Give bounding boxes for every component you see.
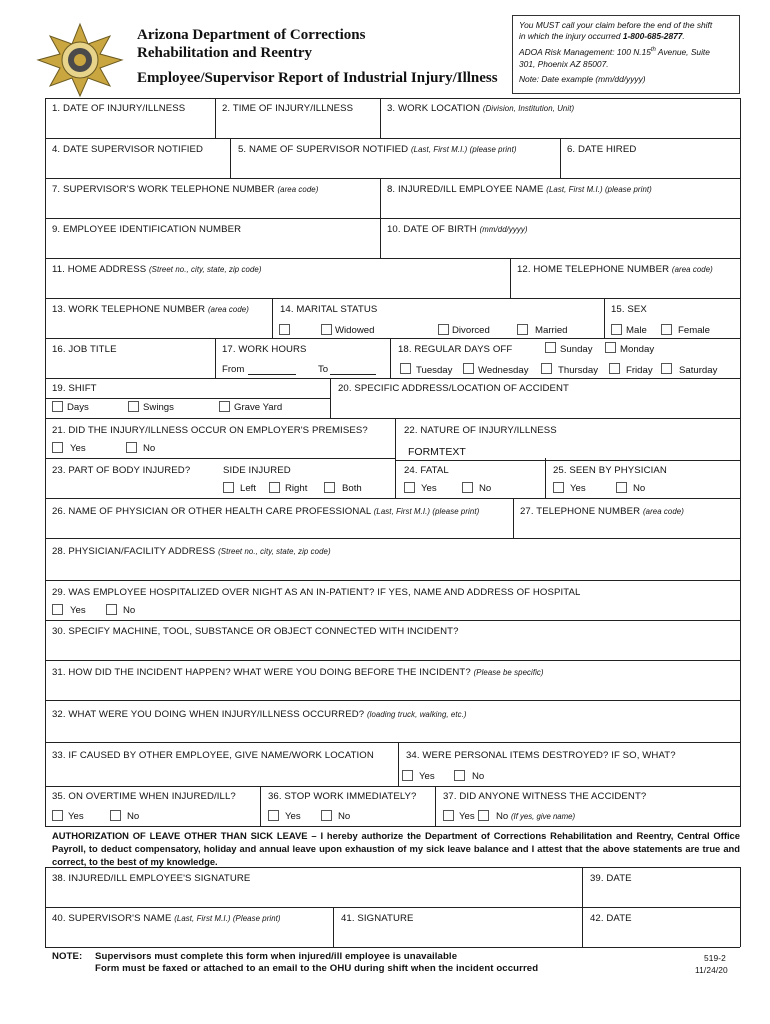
items-destroyed-no-checkbox[interactable] <box>454 770 465 781</box>
field-25-label: 25. SEEN BY PHYSICIAN <box>553 465 667 476</box>
day-off-sunday-checkbox[interactable] <box>545 342 556 353</box>
marital-married-label: Married <box>535 325 568 336</box>
work-hours-from-label: From <box>222 364 245 375</box>
date-format-note: Note: Date example (mm/dd/yyyy) <box>519 74 646 84</box>
side-both-checkbox[interactable] <box>324 482 335 493</box>
date-of-birth-input[interactable] <box>381 236 739 257</box>
field-16-label: 16. JOB TITLE <box>52 344 117 355</box>
field-6-label: 6. DATE HIRED <box>567 144 637 155</box>
shift-swings-checkbox[interactable] <box>128 401 139 412</box>
other-employee-input[interactable] <box>46 762 397 785</box>
sex-female-checkbox[interactable] <box>661 324 672 335</box>
employee-name-input[interactable] <box>381 196 739 217</box>
witness-no-label: No (If yes, give name) <box>496 811 576 822</box>
overtime-yes-checkbox[interactable] <box>52 810 63 821</box>
physician-name-input[interactable] <box>46 518 512 537</box>
premises-yes-label: Yes <box>70 443 86 454</box>
agency-subname: Rehabilitation and Reentry <box>137 45 313 61</box>
fatal-no-label: No <box>479 483 492 494</box>
marital-married-checkbox[interactable] <box>517 324 528 335</box>
shift-days-checkbox[interactable] <box>52 401 63 412</box>
day-off-friday-label: Friday <box>626 365 653 376</box>
day-off-saturday-checkbox[interactable] <box>661 363 672 374</box>
job-title-input[interactable] <box>46 356 214 377</box>
employee-id-input[interactable] <box>46 236 379 257</box>
side-left-label: Left <box>240 483 257 494</box>
field-36-label: 36. STOP WORK IMMEDIATELY? <box>268 791 417 802</box>
field-17-label: 17. WORK HOURS <box>222 344 307 355</box>
field-38-label: 38. INJURED/ILL EMPLOYEE'S SIGNATURE <box>52 873 251 884</box>
day-off-wednesday-label: Wednesday <box>478 365 529 376</box>
physician-no-checkbox[interactable] <box>616 482 627 493</box>
notice-box <box>512 15 740 94</box>
notice-line1: You MUST call your claim before the end of the shift <box>519 20 713 30</box>
field-40-label: 40. SUPERVISOR'S NAME (Last, First M.I.) (Please print) <box>52 913 281 924</box>
employee-sign-date-input[interactable] <box>583 885 739 906</box>
footer-note-line2: Form must be faxed or attached to an email to the OHU during shift when the incident occurred <box>95 963 539 974</box>
supervisor-name-input[interactable] <box>231 156 559 177</box>
form-number: 519-2 <box>704 953 726 963</box>
shift-graveyard-label: Grave Yard <box>234 402 283 413</box>
items-destroyed-yes-checkbox[interactable] <box>402 770 413 781</box>
physician-yes-label: Yes <box>570 483 586 494</box>
side-right-label: Right <box>285 483 308 494</box>
field-31-label: 31. HOW DID THE INCIDENT HAPPEN? WHAT WERE YOU DOING BEFORE THE INCIDENT? (Please be specific) <box>52 667 544 678</box>
form-revision-date: 11/24/20 <box>695 965 728 975</box>
field-19-label: 19. SHIFT <box>52 383 97 394</box>
field-8-label: 8. INJURED/ILL EMPLOYEE NAME (Last, First M.I.) (please print) <box>387 184 652 195</box>
stop-work-no-checkbox[interactable] <box>321 810 332 821</box>
employee-signature-input[interactable] <box>46 885 581 906</box>
premises-yes-checkbox[interactable] <box>52 442 63 453</box>
physician-address-input[interactable] <box>46 558 739 579</box>
accident-location-input[interactable] <box>331 396 739 417</box>
home-phone-input[interactable] <box>511 276 739 297</box>
side-injured-label: SIDE INJURED <box>223 465 291 476</box>
field-28-label: 28. PHYSICIAN/FACILITY ADDRESS (Street no., city, state, zip code) <box>52 546 331 557</box>
day-off-sunday-label: Sunday <box>560 344 593 355</box>
field-33-label: 33. IF CAUSED BY OTHER EMPLOYEE, GIVE NAME/WORK LOCATION <box>52 750 374 761</box>
notice-line2: in which the injury occurred 1-800-685-2877. <box>519 31 685 41</box>
supervisor-sign-date-input[interactable] <box>583 925 739 946</box>
day-off-friday-checkbox[interactable] <box>609 363 620 374</box>
field-20-label: 20. SPECIFIC ADDRESS/LOCATION OF ACCIDENT <box>338 383 570 394</box>
premises-no-checkbox[interactable] <box>126 442 137 453</box>
day-off-monday-label: Monday <box>620 344 655 355</box>
field-5-label: 5. NAME OF SUPERVISOR NOTIFIED (Last, First M.I.) (please print) <box>238 144 517 155</box>
fatal-yes-label: Yes <box>421 483 437 494</box>
field-10-label: 10. DATE OF BIRTH (mm/dd/yyyy) <box>387 224 528 235</box>
work-hours-from-input[interactable] <box>248 374 296 375</box>
field-29-label: 29. WAS EMPLOYEE HOSPITALIZED OVER NIGHT AS AN IN-PATIENT? IF YES, NAME AND ADDRESS OF HOSPITAL <box>52 587 581 598</box>
side-left-checkbox[interactable] <box>223 482 234 493</box>
field-7-label: 7. SUPERVISOR'S WORK TELEPHONE NUMBER (area code) <box>52 184 319 195</box>
supervisor-phone-input[interactable] <box>46 196 379 217</box>
marital-divorced-label: Divorced <box>452 325 490 336</box>
overtime-yes-label: Yes <box>68 811 84 822</box>
hospitalized-yes-checkbox[interactable] <box>52 604 63 615</box>
footer-note-line1: Supervisors must complete this form when injured/ill employee is unavailable <box>95 951 458 962</box>
field-22-label: 22. NATURE OF INJURY/ILLNESS <box>404 425 557 436</box>
field-23-label: 23. PART OF BODY INJURED? <box>52 465 191 476</box>
incident-description-input[interactable] <box>46 679 739 699</box>
time-of-injury-input[interactable] <box>216 115 379 137</box>
stop-work-yes-label: Yes <box>285 811 301 822</box>
day-off-monday-checkbox[interactable] <box>605 342 616 353</box>
overtime-no-label: No <box>127 811 140 822</box>
address-line2: 301, Phoenix AZ 85007. <box>519 59 609 69</box>
hospitalized-no-checkbox[interactable] <box>106 604 117 615</box>
fatal-no-checkbox[interactable] <box>462 482 473 493</box>
agency-seal <box>36 22 124 98</box>
physician-no-label: No <box>633 483 646 494</box>
field-37-label: 37. DID ANYONE WITNESS THE ACCIDENT? <box>443 791 647 802</box>
field-42-label: 42. DATE <box>590 913 632 924</box>
side-right-checkbox[interactable] <box>269 482 280 493</box>
notice-phone: 1-800-685-2877 <box>622 31 683 41</box>
marital-blank-checkbox[interactable] <box>279 324 290 335</box>
witness-yes-checkbox[interactable] <box>443 810 454 821</box>
overtime-no-checkbox[interactable] <box>110 810 121 821</box>
agency-name: Arizona Department of Corrections <box>137 27 366 43</box>
footer-note-label: NOTE: <box>52 951 83 962</box>
work-hours-to-label: To <box>318 364 329 375</box>
field-9-label: 9. EMPLOYEE IDENTIFICATION NUMBER <box>52 224 242 235</box>
field-21-label: 21. DID THE INJURY/ILLNESS OCCUR ON EMPLOYER'S PREMISES? <box>52 425 368 436</box>
day-off-tuesday-checkbox[interactable] <box>400 363 411 374</box>
activity-at-injury-input[interactable] <box>46 721 739 741</box>
field-15-label: 15. SEX <box>611 304 647 315</box>
items-destroyed-no-label: No <box>472 771 485 782</box>
items-destroyed-yes-label: Yes <box>419 771 435 782</box>
physician-phone-input[interactable] <box>514 518 739 537</box>
supervisor-signature-input[interactable] <box>334 925 581 946</box>
day-off-thursday-checkbox[interactable] <box>541 363 552 374</box>
marital-divorced-checkbox[interactable] <box>438 324 449 335</box>
date-hired-input[interactable] <box>561 156 739 177</box>
witness-yes-label: Yes <box>459 811 475 822</box>
field-18-label: 18. REGULAR DAYS OFF <box>398 344 513 355</box>
sex-male-label: Male <box>626 325 647 336</box>
field-35-label: 35. ON OVERTIME WHEN INJURED/ILL? <box>52 791 236 802</box>
work-location-input[interactable] <box>381 115 739 137</box>
field-41-label: 41. SIGNATURE <box>341 913 414 924</box>
field-1-label: 1. DATE OF INJURY/ILLNESS <box>52 103 186 114</box>
shift-days-label: Days <box>67 402 89 413</box>
day-off-tuesday-label: Tuesday <box>416 365 453 376</box>
witness-no-checkbox[interactable] <box>478 810 489 821</box>
field-2-label: 2. TIME OF INJURY/ILLNESS <box>222 103 354 114</box>
address-line1: ADOA Risk Management: 100 N.15th Avenue, Suite <box>519 47 710 57</box>
home-address-input[interactable] <box>46 276 509 297</box>
form-title: Employee/Supervisor Report of Industrial Injury/Illness <box>137 70 498 86</box>
shift-graveyard-checkbox[interactable] <box>219 401 230 412</box>
work-phone-input[interactable] <box>46 316 271 337</box>
field-39-label: 39. DATE <box>590 873 632 884</box>
marital-widowed-label: Widowed <box>335 325 375 336</box>
machine-tool-input[interactable] <box>46 638 739 659</box>
field-24-label: 24. FATAL <box>404 465 449 476</box>
fatal-yes-checkbox[interactable] <box>404 482 415 493</box>
field-34-label: 34. WERE PERSONAL ITEMS DESTROYED? IF SO, WHAT? <box>406 750 676 761</box>
field-30-label: 30. SPECIFY MACHINE, TOOL, SUBSTANCE OR OBJECT CONNECTED WITH INCIDENT? <box>52 626 459 637</box>
field-11-label: 11. HOME ADDRESS (Street no., city, state, zip code) <box>52 264 262 275</box>
hospitalized-no-label: No <box>123 605 136 616</box>
field-13-label: 13. WORK TELEPHONE NUMBER (area code) <box>52 304 249 315</box>
work-hours-to-input[interactable] <box>330 374 376 375</box>
shift-swings-label: Swings <box>143 402 174 413</box>
field-4-label: 4. DATE SUPERVISOR NOTIFIED <box>52 144 204 155</box>
physician-yes-checkbox[interactable] <box>553 482 564 493</box>
field-12-label: 12. HOME TELEPHONE NUMBER (area code) <box>517 264 713 275</box>
authorization-statement: AUTHORIZATION OF LEAVE OTHER THAN SICK LEAVE – I hereby authorize the Department of Corrections Rehabilitation and Reentry, Central Office Payroll, to deduct compensatory, holiday and annual leave upon exhaustion of my sick leave balance and I attest that the above statements are true and correct, to the best of my knowledge. <box>52 830 740 867</box>
field-26-label: 26. NAME OF PHYSICIAN OR OTHER HEALTH CARE PROFESSIONAL (Last, First M.I.) (please print) <box>52 506 480 517</box>
field-27-label: 27. TELEPHONE NUMBER (area code) <box>520 506 684 517</box>
day-off-wednesday-checkbox[interactable] <box>463 363 474 374</box>
stop-work-no-label: No <box>338 811 351 822</box>
field-3-label: 3. WORK LOCATION (Division, Institution, Unit) <box>387 103 575 114</box>
field-14-label: 14. MARITAL STATUS <box>280 304 378 315</box>
marital-widowed-checkbox[interactable] <box>321 324 332 335</box>
premises-no-label: No <box>143 443 156 454</box>
date-of-injury-input[interactable] <box>46 115 214 137</box>
side-both-label: Both <box>342 483 362 494</box>
nature-of-injury-input[interactable]: FORMTEXT <box>408 446 466 458</box>
day-off-saturday-label: Saturday <box>679 365 718 376</box>
sex-female-label: Female <box>678 325 710 336</box>
day-off-thursday-label: Thursday <box>558 365 598 376</box>
sex-male-checkbox[interactable] <box>611 324 622 335</box>
hospitalized-yes-label: Yes <box>70 605 86 616</box>
date-supervisor-notified-input[interactable] <box>46 156 229 177</box>
stop-work-yes-checkbox[interactable] <box>268 810 279 821</box>
field-32-label: 32. WHAT WERE YOU DOING WHEN INJURY/ILLNESS OCCURRED? (loading truck, walking, etc.) <box>52 709 467 720</box>
supervisor-name-print-input[interactable] <box>46 925 332 946</box>
